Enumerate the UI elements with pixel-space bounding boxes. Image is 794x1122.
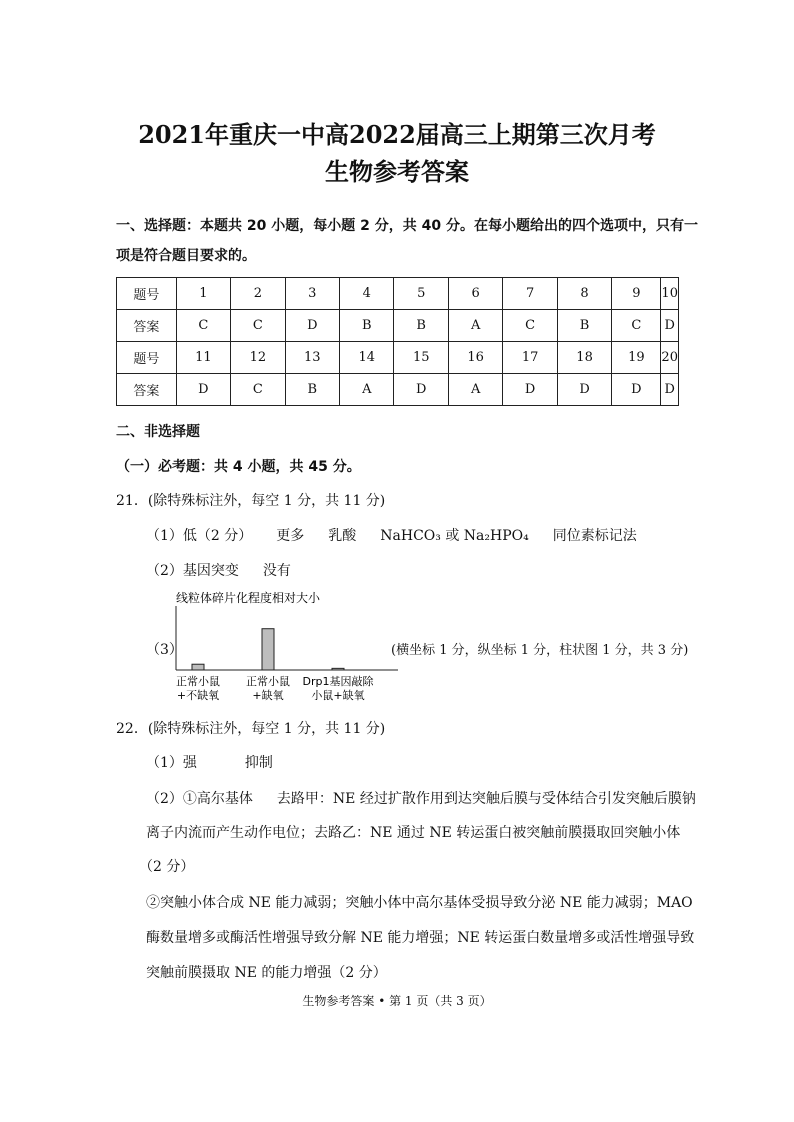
q22-answer-2b-line3: 突触前膜摄取 NE 的能力增强（2 分） [146, 965, 387, 981]
question-number: 16 [448, 342, 502, 374]
answer-cell: C [176, 310, 230, 342]
q21-answer-1 [146, 525, 637, 545]
q22-answer-2b-line1: ②突触小体合成 NE 能力减弱；突触小体中高尔基体受损导致分泌 NE 能力减弱；MAO [146, 895, 693, 911]
answer-item: 强 [182, 755, 197, 771]
q22-answer-1-number: （1） [146, 755, 183, 771]
page-footer: 生物参考答案 • 第 1 页（共 3 页） [302, 994, 492, 1008]
answer-cell: B [394, 310, 448, 342]
answer-item: 没有 [262, 563, 291, 579]
chart-bar [332, 668, 344, 670]
q22-answer-2-line1 [146, 788, 696, 808]
answer-cell: D [612, 374, 661, 406]
answer-cell: B [285, 374, 339, 406]
question-number: 11 [176, 342, 230, 374]
chart-bar [262, 629, 274, 670]
bar-chart [170, 590, 400, 705]
page-subtitle: 生物参考答案 [325, 157, 469, 186]
table-row-label: 题号 [117, 342, 177, 374]
q22-header: 22．(除特殊标注外，每空 1 分，共 11 分) [116, 721, 386, 737]
question-number: 18 [557, 342, 611, 374]
table-row-label: 答案 [117, 374, 177, 406]
answer-table [116, 277, 679, 406]
answer-item: 低（2 分） [182, 528, 253, 544]
chart-ylabel: 线粒体碎片化程度相对大小 [176, 591, 321, 605]
chart-category-label: Drp1基因敲除 [302, 675, 374, 688]
table-row-label: 题号 [117, 278, 177, 310]
question-number: 17 [503, 342, 557, 374]
table-row-label: 答案 [117, 310, 177, 342]
question-number: 14 [340, 342, 394, 374]
answer-cell: B [557, 310, 611, 342]
question-number: 8 [557, 278, 611, 310]
q22-answer-2-part-b: 去路甲：NE 经过扩散作用到达突触后膜与受体结合引发突触后膜钠 [276, 791, 696, 807]
answer-cell: C [503, 310, 557, 342]
section2-subheading: （一）必考题：共 4 小题，共 45 分。 [116, 459, 361, 475]
section1-intro-line2: 项是符合题目要求的。 [116, 248, 256, 264]
question-number: 20 [661, 342, 679, 374]
q22-answer-2-line3: （2 分） [139, 859, 195, 875]
question-number: 5 [394, 278, 448, 310]
chart-category-label: +不缺氧 [176, 689, 220, 702]
section1-intro-line1: 一、选择题：本题共 20 小题，每小题 2 分，共 40 分。在每小题给出的四个选项中，只有一 [116, 218, 698, 234]
q22-answer-2-part-a: （2）①高尔基体 [146, 791, 253, 807]
chart-category-label: 正常小鼠 [176, 675, 220, 688]
table-row [117, 342, 679, 374]
answer-cell: A [448, 310, 502, 342]
answer-cell: D [661, 374, 679, 406]
page-title: 2021年重庆一中高2022届高三上期第三次月考 [138, 120, 656, 149]
table-row [117, 278, 679, 310]
q22-answer-1 [146, 752, 273, 772]
answer-cell: C [231, 310, 285, 342]
answer-item: 同位素标记法 [552, 528, 637, 544]
chart-category-label: +缺氧 [252, 689, 284, 702]
question-number: 13 [285, 342, 339, 374]
answer-cell: D [394, 374, 448, 406]
q22-answer-2b-line2: 酶数量增多或酶活性增强导致分解 NE 能力增强；NE 转运蛋白数量增多或活性增强导致 [146, 930, 695, 946]
q21-header: 21．(除特殊标注外，每空 1 分，共 11 分) [116, 493, 386, 509]
question-number: 3 [285, 278, 339, 310]
answer-item: NaHCO₃ 或 Na₂HPO₄ [380, 528, 529, 544]
question-number: 1 [176, 278, 230, 310]
table-row [117, 374, 679, 406]
q21-answer-3-number: （3） [146, 642, 183, 658]
answer-item: 基因突变 [182, 563, 239, 579]
answer-cell: C [231, 374, 285, 406]
chart-category-label: 小鼠+缺氧 [311, 689, 365, 702]
answer-cell: B [340, 310, 394, 342]
answer-item: 更多 [276, 528, 305, 544]
answer-cell: C [612, 310, 661, 342]
question-number: 15 [394, 342, 448, 374]
question-number: 19 [612, 342, 661, 374]
section2-heading: 二、非选择题 [116, 424, 200, 440]
chart-bar [192, 664, 204, 670]
answer-cell: D [285, 310, 339, 342]
answer-cell: D [557, 374, 611, 406]
answer-cell: A [340, 374, 394, 406]
q22-answer-2-line2: 离子内流而产生动作电位；去路乙：NE 通过 NE 转运蛋白被突触前膜摄取回突触小体 [146, 825, 681, 841]
answer-cell: D [661, 310, 679, 342]
question-number: 10 [661, 278, 679, 310]
answer-cell: A [448, 374, 502, 406]
question-number: 12 [231, 342, 285, 374]
q21-answer-2 [146, 560, 291, 580]
question-number: 9 [612, 278, 661, 310]
table-row [117, 310, 679, 342]
answer-cell: D [503, 374, 557, 406]
chart-category-label: 正常小鼠 [246, 675, 290, 688]
answer-item: 抑制 [244, 755, 273, 771]
question-number: 6 [448, 278, 502, 310]
answer-cell: D [176, 374, 230, 406]
q21-answer-3-note: (横坐标 1 分，纵坐标 1 分，柱状图 1 分，共 3 分) [391, 643, 689, 658]
q21-answer-1-number: （1） [146, 528, 183, 544]
question-number: 7 [503, 278, 557, 310]
question-number: 2 [231, 278, 285, 310]
question-number: 4 [340, 278, 394, 310]
q21-answer-2-number: （2） [146, 563, 183, 579]
answer-item: 乳酸 [328, 528, 357, 544]
